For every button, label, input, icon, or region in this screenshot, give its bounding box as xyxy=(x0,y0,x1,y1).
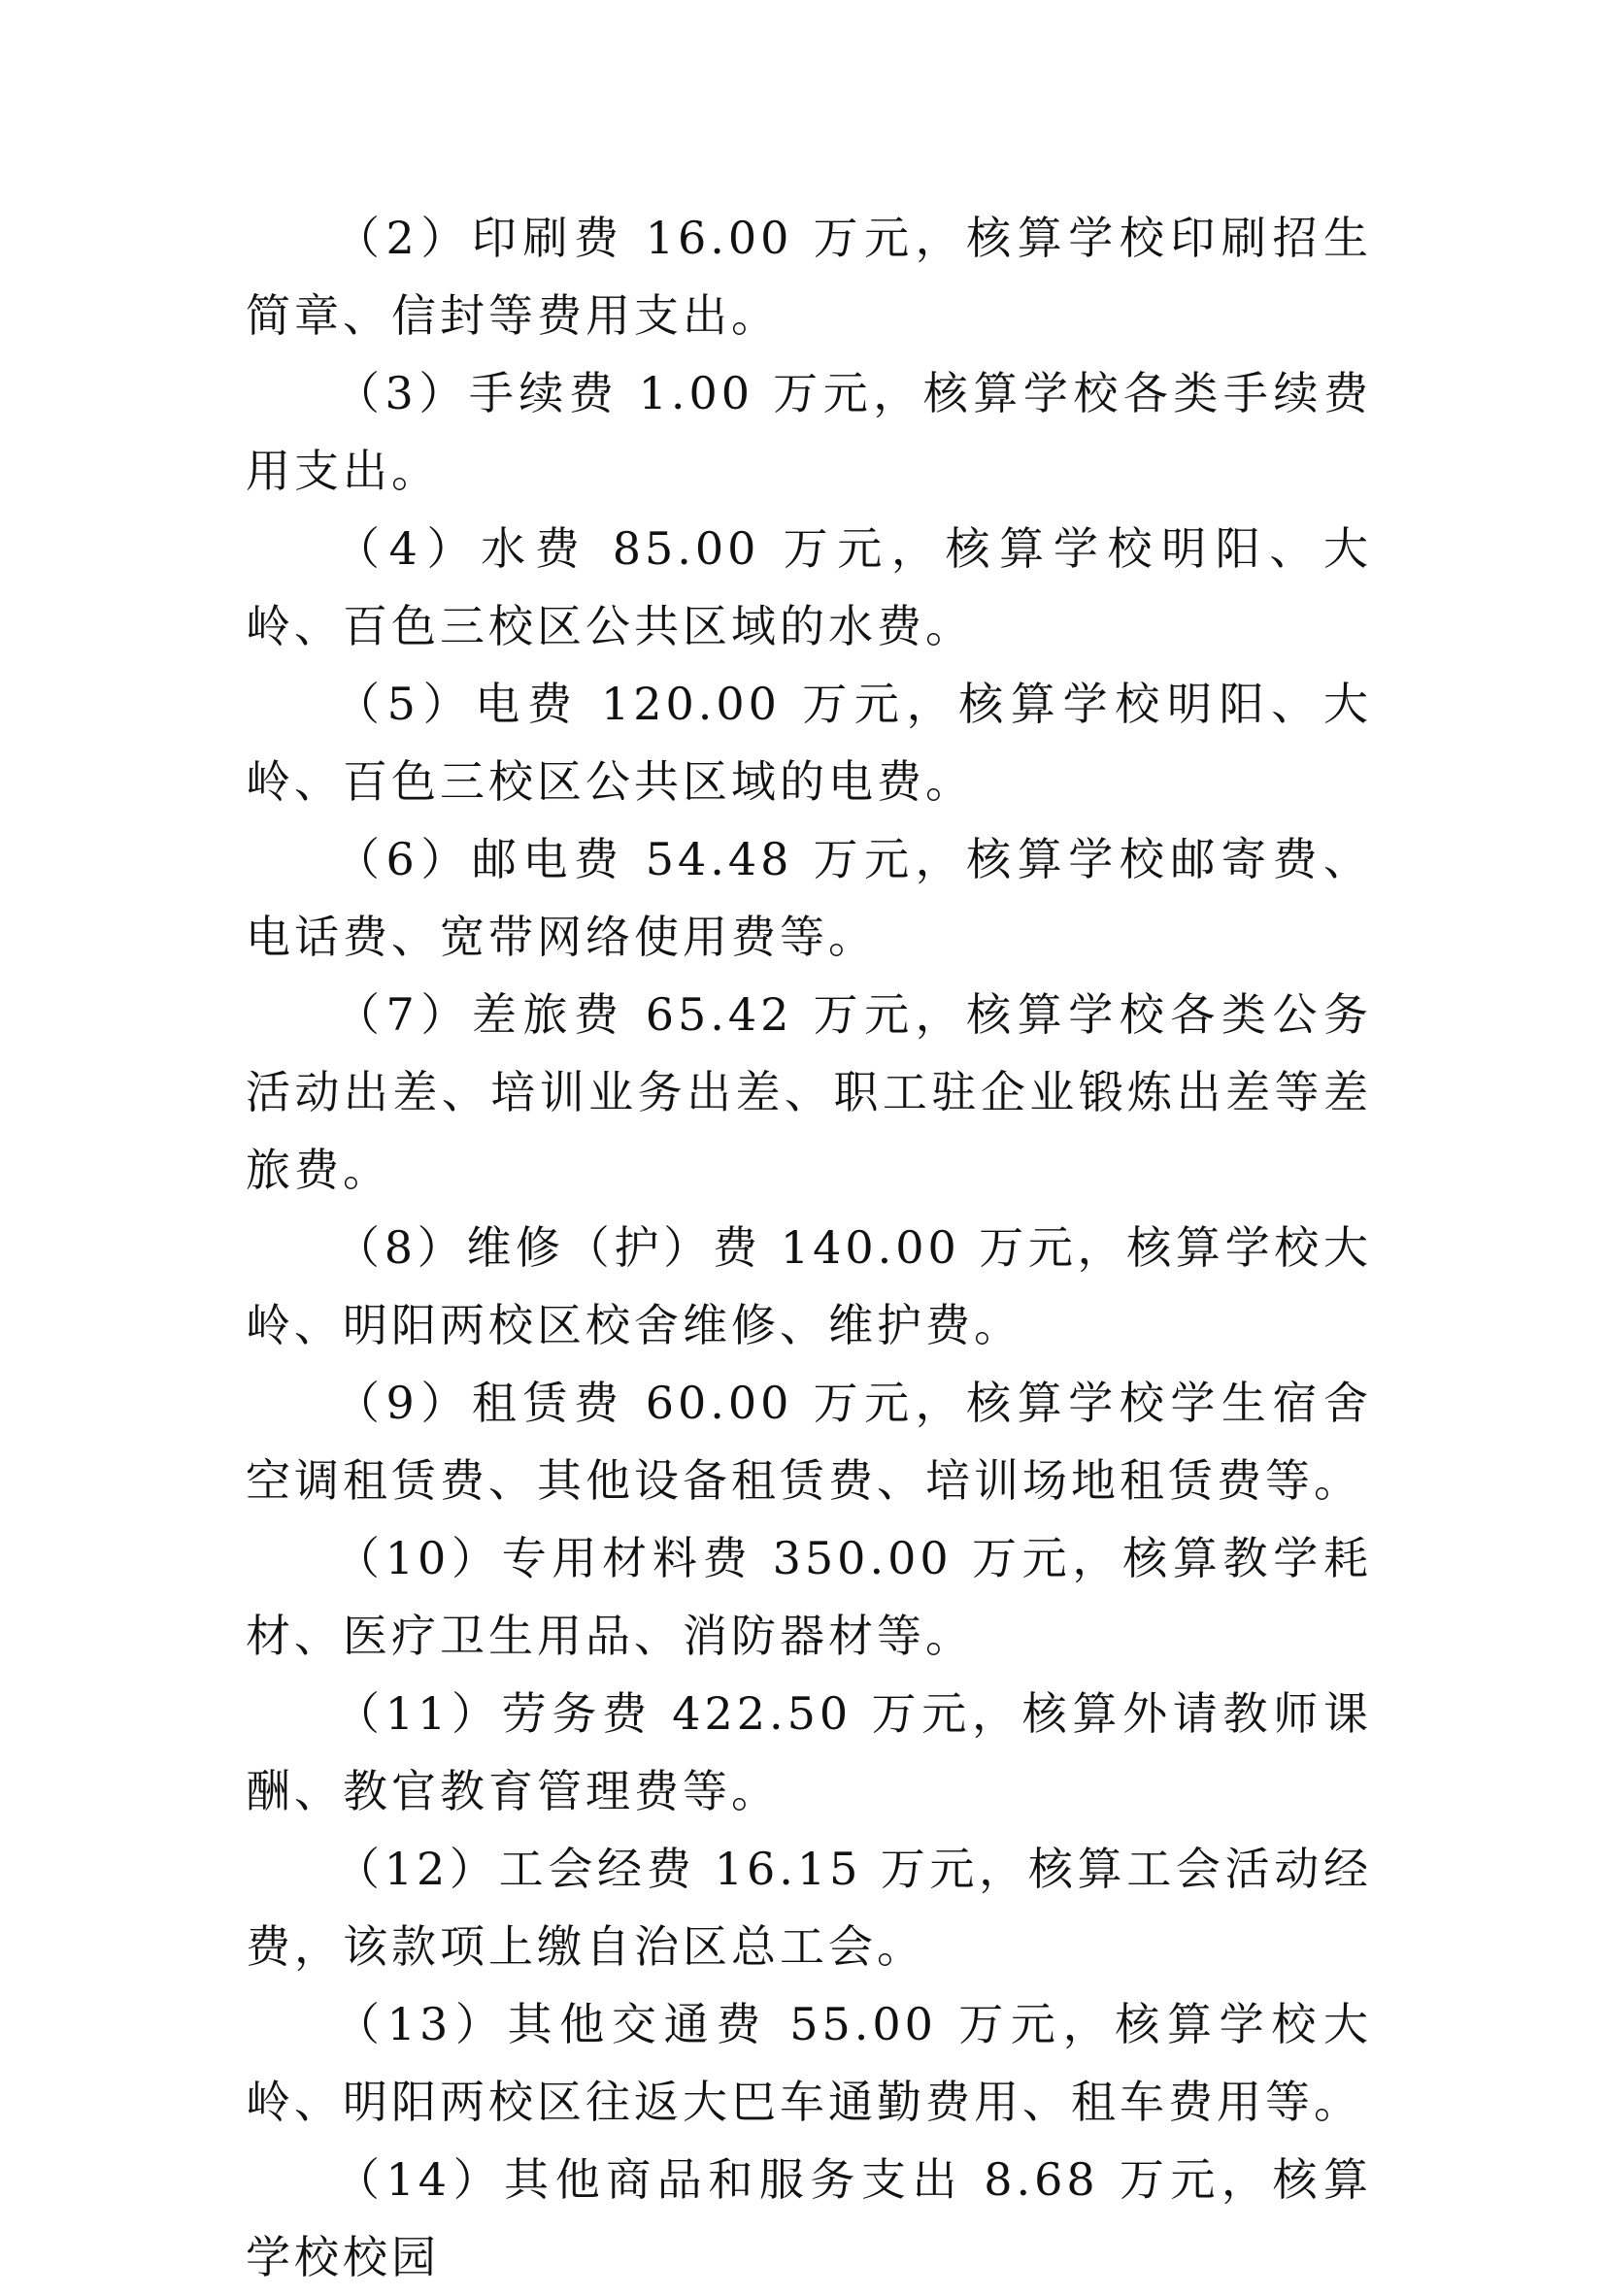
paragraph-printing-fee: （2）印刷费 16.00 万元，核算学校印刷招生简章、信封等费用支出。 xyxy=(246,212,1372,342)
paragraph-other-transport-fee: （13）其他交通费 55.00 万元，核算学校大岭、明阳两校区往返大巴车通勤费用、租车费用等。 xyxy=(246,1998,1372,2128)
paragraph-other-goods-services: （14）其他商品和服务支出 8.68 万元，核算学校校园 xyxy=(246,2153,1372,2283)
paragraph-rental-fee: （9）租赁费 60.00 万元，核算学校学生宿舍空调租赁费、其他设备租赁费、培训场地租赁费等。 xyxy=(246,1377,1372,1507)
paragraph-maintenance-fee: （8）维修（护）费 140.00 万元，核算学校大岭、明阳两校区校舍维修、维护费。 xyxy=(246,1221,1372,1351)
paragraph-water-fee: （4）水费 85.00 万元，核算学校明阳、大岭、百色三校区公共区域的水费。 xyxy=(246,522,1372,652)
paragraph-travel-fee: （7）差旅费 65.42 万元，核算学校各类公务活动出差、培训业务出差、职工驻企业锻炼出差等差旅费。 xyxy=(246,988,1372,1196)
paragraph-electricity-fee: （5）电费 120.00 万元，核算学校明阳、大岭、百色三校区公共区域的电费。 xyxy=(246,678,1372,808)
document-body xyxy=(246,199,1372,2296)
paragraph-labor-fee: （11）劳务费 422.50 万元，核算外请教师课酬、教官教育管理费等。 xyxy=(246,1687,1372,1817)
paragraph-postal-telecom-fee: （6）邮电费 54.48 万元，核算学校邮寄费、电话费、宽带网络使用费等。 xyxy=(246,833,1372,963)
paragraph-handling-fee: （3）手续费 1.00 万元，核算学校各类手续费用支出。 xyxy=(246,367,1372,497)
paragraph-special-materials-fee: （10）专用材料费 350.00 万元，核算教学耗材、医疗卫生用品、消防器材等。 xyxy=(246,1532,1372,1662)
paragraph-union-fee: （12）工会经费 16.15 万元，核算工会活动经费，该款项上缴自治区总工会。 xyxy=(246,1843,1372,1973)
